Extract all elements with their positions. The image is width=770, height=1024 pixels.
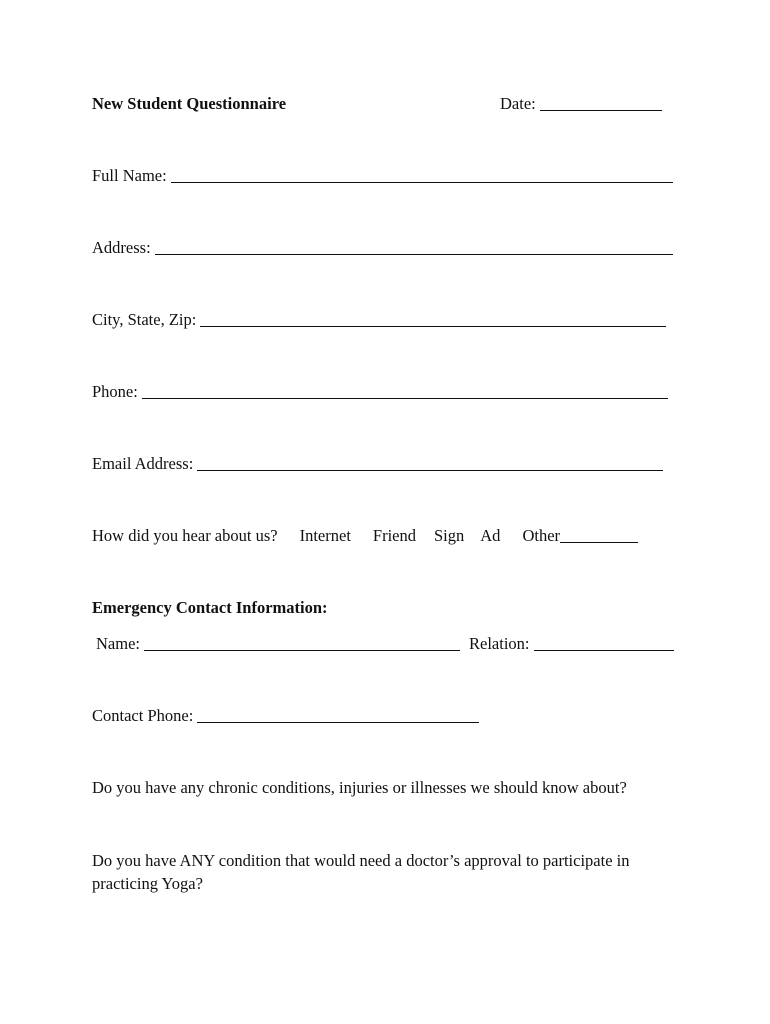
address-label: Address: xyxy=(92,238,151,257)
option-sign[interactable]: Sign xyxy=(434,526,465,545)
emergency-name-label: Name: xyxy=(96,634,140,653)
city-state-zip-input[interactable] xyxy=(200,312,666,327)
phone-input[interactable] xyxy=(142,384,668,399)
contact-phone-label: Contact Phone: xyxy=(92,706,194,725)
other-input[interactable] xyxy=(560,528,638,543)
phone-field xyxy=(92,382,668,402)
form-title-text: New Student Questionnaire xyxy=(92,94,287,113)
emergency-heading xyxy=(92,598,328,618)
option-friend[interactable]: Friend xyxy=(372,526,416,545)
date-input[interactable] xyxy=(540,96,662,111)
date-field xyxy=(500,94,662,114)
address-input[interactable] xyxy=(155,240,673,255)
full-name-field xyxy=(92,166,673,186)
city-state-zip-label: City, State, Zip: xyxy=(92,310,197,329)
phone-label: Phone: xyxy=(92,382,138,401)
option-other[interactable]: Other xyxy=(522,526,561,545)
chronic-conditions-question: Do you have any chronic conditions, injuries or illnesses we should know about? xyxy=(92,778,627,797)
relation-label: Relation: xyxy=(469,634,530,653)
full-name-input[interactable] xyxy=(171,168,673,183)
referral-question xyxy=(92,526,638,546)
city-state-zip-field xyxy=(92,310,666,330)
full-name-label: Full Name: xyxy=(92,166,167,185)
relation-input[interactable] xyxy=(534,636,674,651)
option-internet[interactable]: Internet xyxy=(299,526,351,545)
doctor-approval-question: Do you have ANY condition that would need a doctor’s approval to participate in practicing Yoga? xyxy=(92,851,630,893)
emergency-heading-text: Emergency Contact Information: xyxy=(92,598,328,617)
contact-phone-input[interactable] xyxy=(197,708,479,723)
relation-field xyxy=(469,634,674,654)
date-label: Date: xyxy=(500,94,536,113)
form-title xyxy=(92,94,286,114)
contact-phone-field xyxy=(92,706,479,726)
emergency-name-field xyxy=(96,634,460,654)
email-field xyxy=(92,454,663,474)
email-label: Email Address: xyxy=(92,454,194,473)
option-ad[interactable]: Ad xyxy=(480,526,501,545)
referral-label: How did you hear about us? xyxy=(92,526,278,545)
emergency-name-input[interactable] xyxy=(144,636,460,651)
address-field xyxy=(92,238,673,258)
email-input[interactable] xyxy=(197,456,663,471)
